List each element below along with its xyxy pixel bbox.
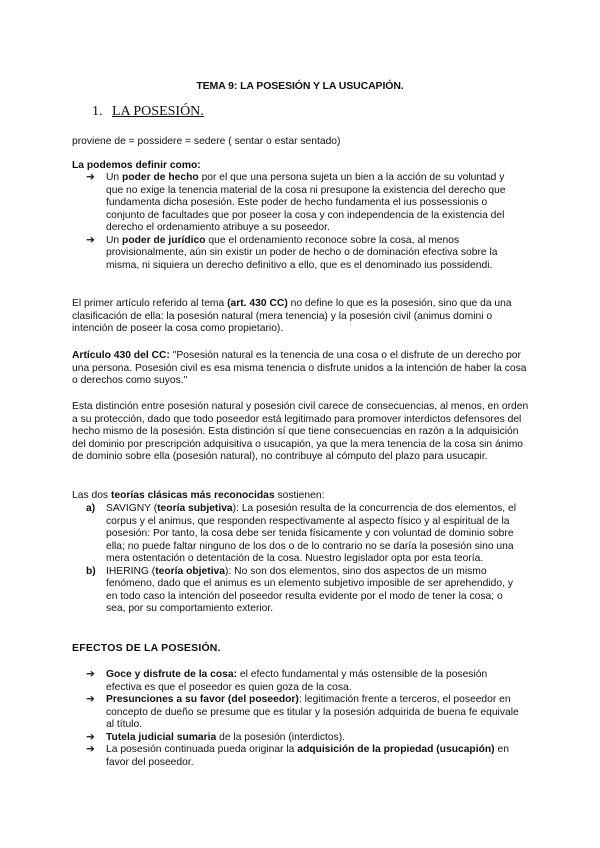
list-item [72, 669, 520, 694]
para-text: sostienen: [274, 490, 325, 501]
list-item [72, 732, 520, 745]
definitions-list [72, 172, 520, 272]
para-text: Las dos [72, 490, 111, 501]
list-item [72, 694, 520, 732]
arrow-bullet-icon: ➔ [86, 234, 95, 246]
item-bold: poder de jurídico [122, 234, 206, 246]
section-label: LA POSESIÓN. [112, 104, 204, 119]
list-marker: b) [86, 565, 96, 577]
item-text: ): No son dos elementos, sino dos aspectos de un mismo fenómeno, dado que el animus es un elemento subjetivo imposible de ser aprehendido, y en todo caso la intención del poseedor resulta evidente por el modo de tener la cosa; o sea, por su comportamiento exterior. [106, 565, 513, 614]
list-item [72, 744, 520, 769]
para-bold: teorías clásicas más reconocidas [110, 490, 275, 501]
item-bold: Goce y disfrute de la cosa: [106, 669, 238, 680]
item-text: Un [106, 234, 123, 246]
item-bold: teoría objetiva [155, 565, 226, 577]
para-text: El primer artículo referido al tema [72, 298, 228, 309]
para-text: "Posesión natural es la tenencia de una cosa o el disfrute de un derecho por una persona. Posesión civil es esa misma tenencia o disfrute unidos a la intención de haber la cosa o derechos como suyos." [72, 350, 527, 386]
item-text: : legitimación frente a terceros, el poseedor en concepto de dueño se presume que es titular y la posesión adquirida de buena fe equivale al título. [106, 694, 519, 730]
arrow-bullet-icon: ➔ [86, 172, 95, 183]
item-text: por el que una persona sujeta un bien a la acción de su voluntad y que no exige la tenencia material de la cosa ni presupone la existencia del derecho que fundamenta dicha posesión. Este poder de hecho fundamenta el ius possessionis o conjunto de facultades que por poseer la cosa y con independencia de la existencia del derecho el ordenamiento atribuye a su poseedor. [106, 172, 506, 233]
item-bold: Presunciones a su favor (del poseedor) [106, 694, 299, 705]
para-bold: Artículo 430 del CC: [72, 350, 170, 361]
arrow-bullet-icon: ➔ [86, 744, 95, 755]
item-text: IHERING ( [106, 565, 156, 577]
para-bold: (art. 430 CC) [227, 298, 288, 309]
paragraph-article-quote [72, 350, 532, 388]
paragraph-art430 [72, 298, 532, 336]
definition-heading: La podemos definir como: [72, 160, 201, 171]
item-text: de la posesión (interdictos). [216, 731, 346, 743]
section-number: 1. [92, 104, 103, 119]
paragraph-theories-intro [72, 490, 532, 503]
item-bold: teoría subjetiva [157, 503, 233, 514]
effects-list [72, 669, 520, 769]
item-text: La posesión continuada pueda originar la [106, 744, 298, 755]
item-text: que el ordenamiento reconoce sobre la cosa, al menos provisionalmente, aún sin existir un poder de hecho o de dominación efectiva sobre la misma, ni siquiera un derecho definitivo a ello, que es el denominado ius possidendi. [106, 234, 498, 271]
item-text: SAVIGNY ( [106, 503, 158, 514]
paragraph-distinction: Esta distinción entre posesión natural y posesión civil carece de consecuencias, al menos, en orden a su protección, dado que todo poseedor está legitimado para promover interdictos defensores del hecho mismo de la posesión. Esta distinción sí que tiene consecuencias en razón a la adquisición del dominio por prescripción adquisitiva o usucapión, ya que la mera tenencia de la cosa sin ánimo de dominio sobre ella (posesión natural), no contribuye al cómputo del plazo para usucapir. [72, 401, 529, 462]
arrow-bullet-icon: ➔ [86, 731, 95, 743]
etymology-line: proviene de = possidere = sedere ( sentar o estar sentado) [72, 136, 341, 147]
item-text: Un [106, 172, 123, 183]
section-heading [92, 104, 204, 120]
arrow-bullet-icon: ➔ [86, 694, 95, 705]
item-bold: Tutela judicial sumaria [106, 731, 217, 743]
list-item [72, 503, 520, 566]
item-bold: poder de hecho [122, 172, 199, 183]
list-item [72, 172, 520, 235]
document-title: TEMA 9: LA POSESIÓN Y LA USUCAPIÓN. [196, 80, 404, 92]
list-item [72, 235, 520, 273]
arrow-bullet-icon: ➔ [86, 669, 95, 680]
item-bold: adquisición de la propiedad (usucapión) [297, 744, 495, 755]
item-text: ): La posesión resulta de la concurrencia de dos elementos, el corpus y el animus, que responden respectivamente al aspecto físico y al espiritual de la posesión: Por tanto, la cosa debe ser tenida físicamente y con voluntad de dominio sobre ella; no puede faltar ninguno de los dos o de lo contrario no se daría la posesión sino una mera ostentación o detentación de la cosa. Nuestro legislador opta por esta teoría. [106, 503, 517, 564]
effects-heading: EFECTOS DE LA POSESIÓN. [72, 642, 221, 654]
theories-list [72, 503, 520, 616]
list-item [72, 566, 520, 616]
item-text: en favor del poseedor. [106, 744, 509, 768]
item-text: el efecto fundamental y más ostensible de la posesión efectiva es que el poseedor es quien goza de la cosa. [106, 669, 488, 693]
para-text: no define lo que es la posesión, sino que da una clasificación de ella: la posesión natural (mera tenencia) y la posesión civil (animus domini o intención de poseer la cosa como propietario). [72, 298, 512, 334]
list-marker: a) [86, 503, 96, 514]
